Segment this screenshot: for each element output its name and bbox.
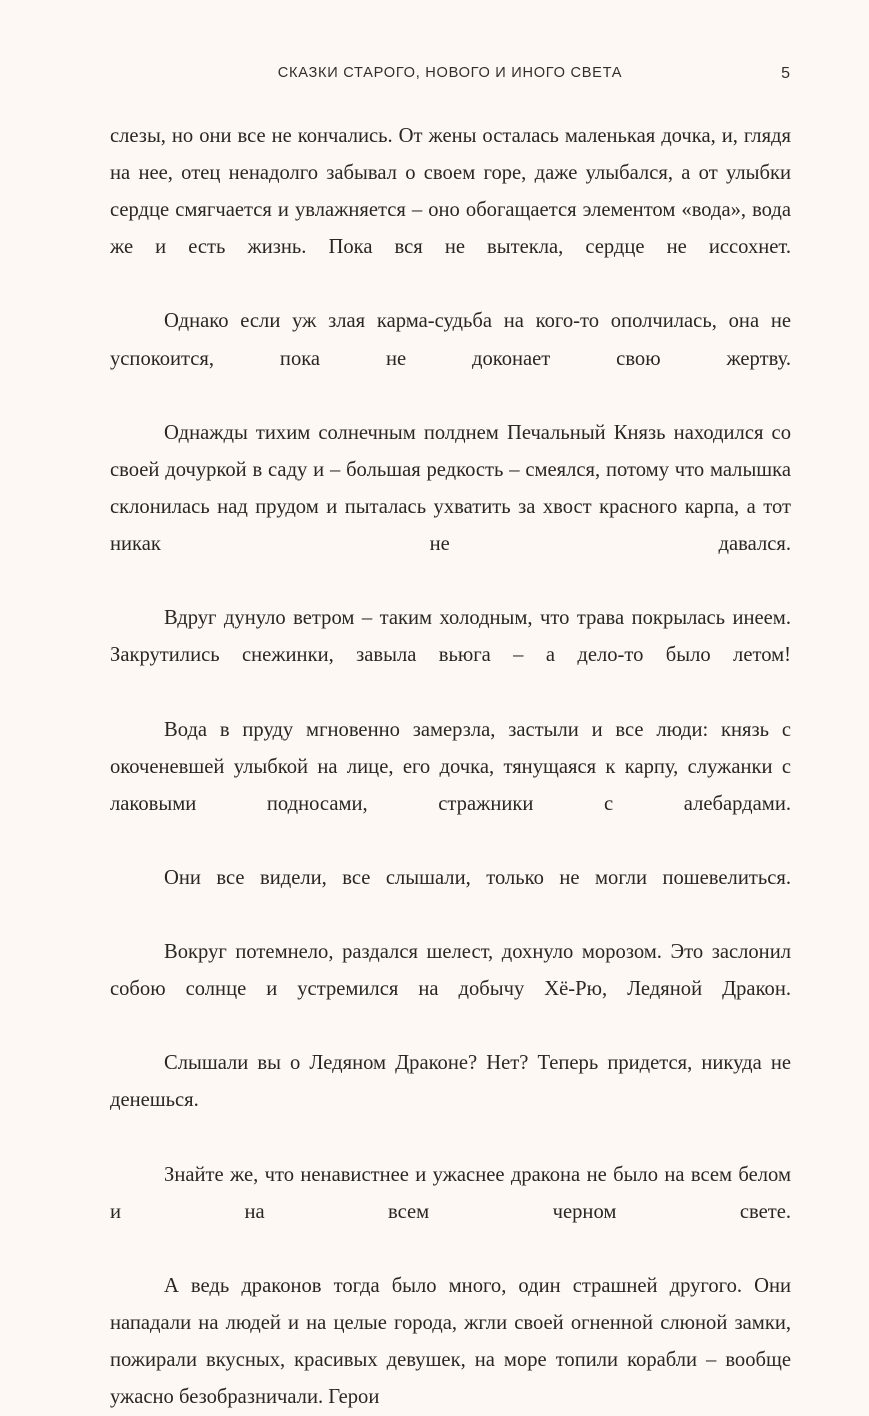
body-text-block: [110, 118, 791, 1416]
body-paragraph: А ведь драконов тогда было много, один страшней другого. Они нападали на людей и на целые города, жгли своей огненной слюной замки, пожирали вкусных, красивых девушек, на море топили корабли – вообще ужасно безобразничали. Герои: [110, 1274, 791, 1409]
page-number: 5: [781, 65, 790, 82]
body-paragraph: Знайте же, что ненавистнее и ужаснее дракона не было на всем белом и на всем черном свете.: [110, 1163, 791, 1223]
running-head: [110, 66, 790, 90]
body-paragraph: Вокруг потемнело, раздался шелест, дохнуло морозом. Это заслонил собою солнце и устремился на добычу Хё-Рю, Ледяной Дракон.: [110, 941, 791, 1001]
body-paragraph: слезы, но они все не кончались. От жены осталась маленькая дочка, и, глядя на нее, отец ненадолго забывал о своем горе, даже улыбался, а от улыбки сердце смягчается и увлажняется – оно обогащается элементом «вода», вода же и есть жизнь. Пока вся не вытекла, сердце не иссохнет.: [110, 125, 791, 259]
body-paragraph: Слышали вы о Ледяном Драконе? Нет? Теперь придется, никуда не денешься.: [110, 1052, 791, 1112]
body-paragraph: Вдруг дунуло ветром – таким холодным, что трава покрылась инеем. Закрутились снежинки, завыла вьюга – а дело-то было летом!: [110, 607, 791, 667]
body-paragraph: Однажды тихим солнечным полднем Печальный Князь находился со своей дочуркой в саду и – большая редкость – смеялся, потому что малышка склонилась над прудом и пыталась ухватить за хвост красного карпа, а тот никак не давался.: [110, 421, 791, 556]
body-paragraph: Вода в пруду мгновенно замерзла, застыли и все люди: князь с окоченевшей улыбкой на лице, его дочка, тянущаяся к карпу, служанки с лаковыми подносами, стражники с алебардами.: [110, 718, 791, 815]
running-head-title: СКАЗКИ СТАРОГО, НОВОГО И ИНОГО СВЕТА: [277, 65, 623, 81]
body-paragraph: Они все видели, все слышали, только не могли пошевелиться.: [164, 866, 791, 889]
body-paragraph: Однако если уж злая карма-судьба на кого-то ополчилась, она не успокоится, пока не доконает свою жертву.: [110, 310, 791, 370]
